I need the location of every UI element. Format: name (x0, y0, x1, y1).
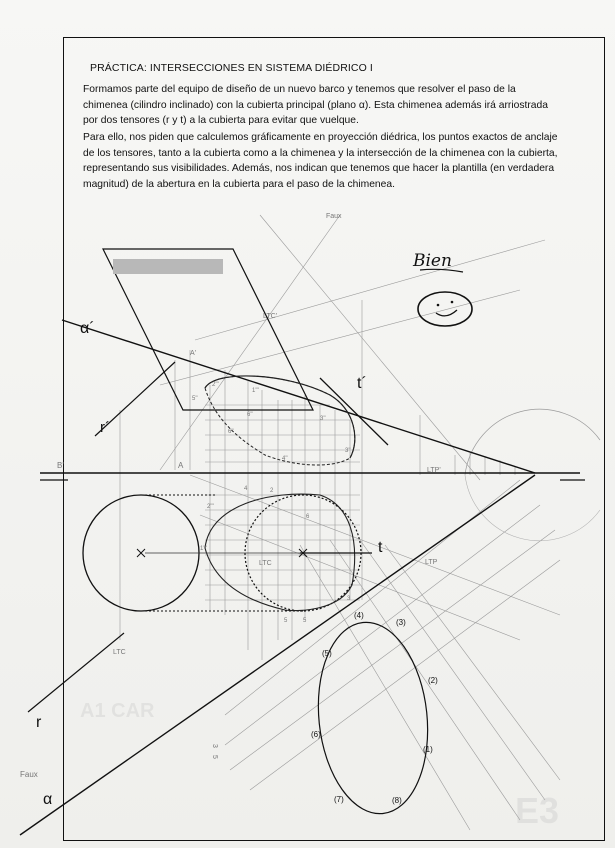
chimney-top-band (113, 259, 223, 274)
true-magnitude-template (309, 617, 436, 819)
point-label: 1''' (252, 388, 259, 394)
point-label: 5'' (192, 396, 198, 402)
vm-point-label: (6) (311, 730, 321, 739)
side-number-5: 5 (211, 755, 218, 759)
construction-lines (120, 215, 560, 830)
point-label: 1''' (200, 546, 207, 552)
point-label: 5 (303, 618, 307, 624)
label-alpha-prime: α´ (80, 320, 95, 337)
label-ltc-prime: LTC' (263, 313, 278, 320)
point-label: 4 (244, 486, 248, 492)
vm-point-label: (2) (428, 676, 438, 685)
smiley-mouth-icon (436, 310, 457, 316)
ghost-stamp: E3 (515, 790, 560, 831)
point-label: 2 (270, 488, 274, 494)
label-t-prime: t´ (357, 375, 367, 392)
vm-point-label: (5) (322, 649, 332, 658)
point-label: 3'' (320, 416, 326, 422)
tensor-r-plan (28, 633, 124, 712)
label-ltc: LTC (259, 560, 272, 567)
point-label: 5 (284, 618, 288, 624)
point-label: 3'' (345, 448, 351, 454)
label-b-prime: B' (57, 461, 64, 470)
ghost-row-text: A1 CAR (80, 700, 155, 722)
side-number-3: 3 (211, 744, 218, 748)
vm-point-label: (3) (396, 618, 406, 627)
handwritten-grade: Bien (413, 251, 452, 271)
label-ltp-prime: LTP' (427, 467, 441, 474)
label-t: t (378, 539, 383, 556)
label-r: r (36, 714, 42, 731)
label-ltp: LTP (425, 559, 438, 566)
point-label: 6 (306, 514, 310, 520)
point-label: 3 (347, 596, 351, 602)
elevation-intersection-visible (205, 376, 355, 458)
label-faux-left: Faux (20, 770, 38, 779)
label-faux-top: Faux (326, 213, 342, 220)
label-a: A (178, 461, 184, 470)
vm-point-label: (4) (354, 611, 364, 620)
point-label: 2''' (207, 504, 214, 510)
smiley-eye-left-icon (437, 304, 440, 307)
plan-intersection-curve (205, 494, 355, 611)
vm-point-labels (311, 611, 438, 805)
vm-point-label: (8) (392, 796, 402, 805)
label-ltc-plan: LTC (113, 649, 126, 656)
label-a-prime: A' (190, 350, 197, 357)
point-label: 6'' (247, 412, 253, 418)
smiley-face-icon (418, 292, 472, 326)
vm-point-label: (1) (423, 745, 433, 754)
label-r-prime: r´ (100, 419, 110, 436)
page-title: PRÁCTICA: INTERSECCIONES EN SISTEMA DIÉDRICO I (90, 62, 373, 74)
statement-paragraph-2: Para ello, nos piden que calculemos gráficamente en proyección diédrica, los puntos exactos de anclaje de los tensores, tanto a la cubierta como a la chimenea y la intersección de la chimenea con la cubierta, representando sus visibilidades. Además, nos indican que tenemos que hacer la plantilla (en verdadera magnitud) de la abertura en la cubierta para el paso de la chimenea. (83, 132, 558, 190)
point-label: 2''' (212, 382, 219, 388)
smiley-eye-right-icon (451, 301, 454, 304)
label-alpha: α (43, 791, 53, 808)
point-label: 6'' (228, 429, 234, 435)
statement-paragraph-1: Formamos parte del equipo de diseño de un nuevo barco y tenemos que resolver el paso de la chimenea (cilindro inclinado) con la cubierta principal (plano α). Esta chimenea además irá arriostrada por dos tensores (r y t) a la cubierta para evitar que vuelque. (83, 84, 548, 127)
vm-point-label: (7) (334, 795, 344, 804)
point-label: 4'' (282, 456, 288, 462)
